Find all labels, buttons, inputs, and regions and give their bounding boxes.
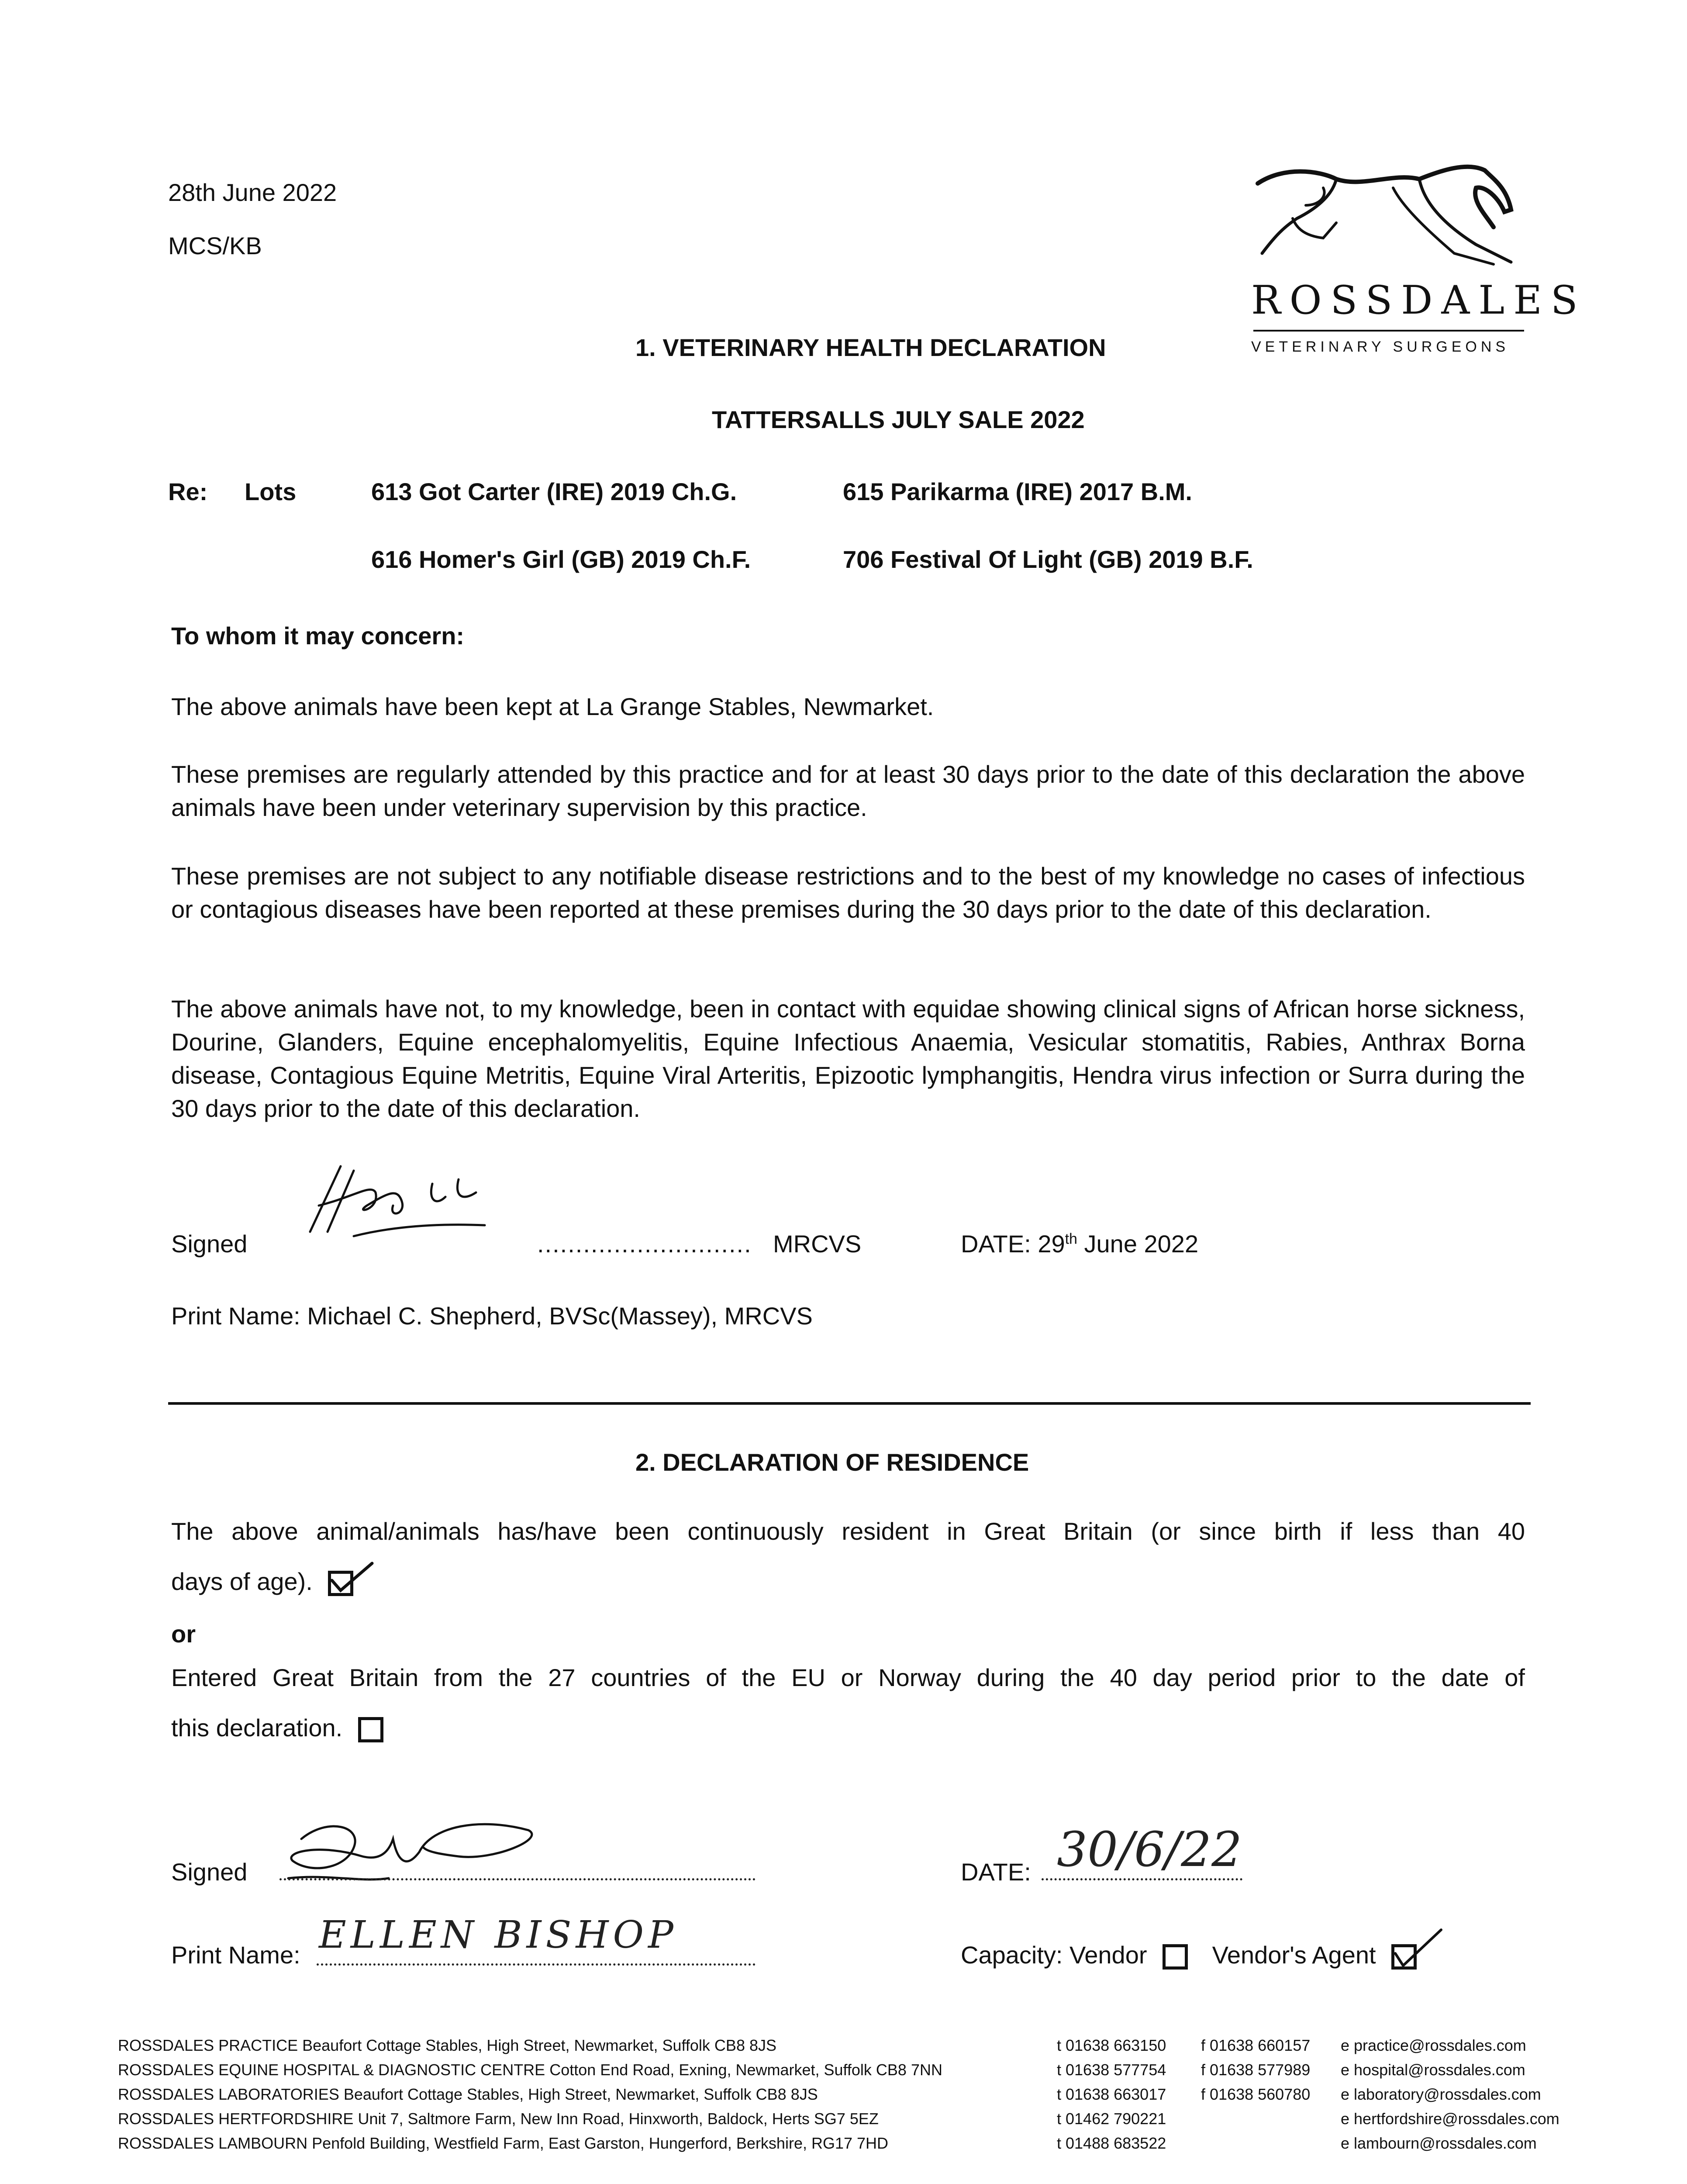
signature-dots: ............................: [537, 1230, 752, 1258]
vet-print-name: Print Name: Michael C. Shepherd, BVSc(Massey), MRCVS: [171, 1302, 813, 1330]
footer-tel: t 01638 663150: [1057, 2036, 1166, 2054]
lots-label: Lots: [245, 478, 297, 505]
footer-email: e lambourn@rossdales.com: [1341, 2134, 1537, 2152]
footer-tel: t 01638 663017: [1057, 2085, 1166, 2103]
seller-signed-label: Signed: [171, 1858, 248, 1886]
lot-item: 616 Homer's Girl (GB) 2019 Ch.F.: [371, 546, 751, 573]
or-label: or: [171, 1620, 196, 1648]
footer-row: ROSSDALES LAMBOURN Penfold Building, Westfield Farm, East Garston, Hungerford, Berkshire, RG17 7HD: [118, 2134, 889, 2152]
residence-option2-checkbox[interactable]: [358, 1717, 383, 1742]
footer-row: ROSSDALES LABORATORIES Beaufort Cottage Stables, High Street, Newmarket, Suffolk CB8 8JS: [118, 2085, 818, 2103]
footer-row: ROSSDALES PRACTICE Beaufort Cottage Stables, High Street, Newmarket, Suffolk CB8 8JS: [118, 2036, 776, 2054]
salutation: To whom it may concern:: [171, 622, 465, 650]
mrcvs-label: MRCVS: [773, 1230, 862, 1258]
rossdales-logo: [1249, 153, 1587, 371]
paragraph: These premises are not subject to any notifiable disease restrictions and to the best of my knowledge no cases of infectious or contagious diseases have been reported at these premises during the 30 days prior to the date of this declaration.: [171, 862, 1525, 923]
vet-signature-icon: [301, 1158, 498, 1245]
residence-option2-text: Entered Great Britain from the 27 countries of the EU or Norway during the 40 day period prior to the date of: [171, 1664, 1525, 1691]
horse-logo-icon: [1249, 153, 1528, 284]
seller-date-label: DATE:: [961, 1858, 1031, 1886]
section-divider: [168, 1402, 1531, 1405]
declaration-date: DATE: 29th June 2022: [961, 1230, 1199, 1258]
residence-option1-text: The above animal/animals has/have been continuously resident in Great Britain (or since birth if less than 40: [171, 1517, 1525, 1545]
seller-signature-line: [279, 1878, 756, 1880]
footer-email: e laboratory@rossdales.com: [1341, 2085, 1541, 2103]
section1-subtitle: TATTERSALLS JULY SALE 2022: [712, 406, 1085, 433]
footer-fax: f 01638 560780: [1201, 2085, 1311, 2103]
footer-row: ROSSDALES EQUINE HOSPITAL & DIAGNOSTIC CENTRE Cotton End Road, Exning, Newmarket, Suffolk CB8 7NN: [118, 2061, 942, 2079]
footer-fax: f 01638 660157: [1201, 2036, 1311, 2054]
lot-item: 706 Festival Of Light (GB) 2019 B.F.: [843, 546, 1253, 573]
logo-tagline: VETERINARY SURGEONS: [1251, 339, 1510, 355]
seller-signature-icon: [275, 1813, 537, 1900]
footer-tel: t 01638 577754: [1057, 2061, 1166, 2079]
vendor-agent-checkbox[interactable]: [1391, 1944, 1417, 1970]
seller-print-value: ELLEN BISHOP: [319, 1913, 678, 1957]
seller-date-line: [1042, 1878, 1242, 1880]
residence-option1-checkbox[interactable]: [328, 1571, 353, 1596]
footer-email: e hertfordshire@rossdales.com: [1341, 2110, 1559, 2128]
re-label: Re:: [168, 478, 208, 505]
section2-title: 2. DECLARATION OF RESIDENCE: [635, 1448, 1029, 1476]
footer-fax: f 01638 577989: [1201, 2061, 1311, 2079]
checkmark-icon: [328, 1561, 376, 1596]
footer-emails: [1341, 2033, 1559, 2156]
logo-divider: [1253, 330, 1524, 332]
seller-print-line: [317, 1963, 756, 1966]
residence-option1-line2: days of age).: [171, 1566, 353, 1598]
paragraph: These premises are regularly attended by this practice and for at least 30 days prior to the date of this declaration the above animals have been under veterinary supervision by this practice.: [171, 760, 1525, 821]
footer-email: e practice@rossdales.com: [1341, 2036, 1526, 2054]
signed-label: Signed: [171, 1230, 248, 1258]
footer-tel: t 01462 790221: [1057, 2110, 1166, 2128]
capacity-row: Capacity: Vendor Vendor's Agent: [961, 1939, 1417, 1971]
footer-tel: t 01488 683522: [1057, 2134, 1166, 2152]
letter-reference: MCS/KB: [168, 232, 262, 259]
lot-item: 613 Got Carter (IRE) 2019 Ch.G.: [371, 478, 737, 505]
paragraph: The above animals have been kept at La Grange Stables, Newmarket.: [171, 693, 934, 720]
letter-date: 28th June 2022: [168, 179, 337, 206]
vendor-checkbox[interactable]: [1163, 1944, 1188, 1970]
footer-row: ROSSDALES HERTFORDSHIRE Unit 7, Saltmore Farm, New Inn Road, Hinxworth, Baldock, Herts SG7 5EZ: [118, 2110, 879, 2128]
seller-print-label: Print Name:: [171, 1941, 300, 1969]
residence-option2-line2: this declaration.: [171, 1712, 383, 1744]
lot-item: 615 Parikarma (IRE) 2017 B.M.: [843, 478, 1192, 505]
checkmark-icon: [1391, 1926, 1443, 1970]
footer-addresses: [118, 2033, 942, 2156]
section1-title: 1. VETERINARY HEALTH DECLARATION: [635, 334, 1106, 361]
footer-email: e hospital@rossdales.com: [1341, 2061, 1525, 2079]
footer-phones: [1057, 2033, 1166, 2156]
seller-date-value: 30/6/22: [1057, 1821, 1242, 1877]
logo-name: ROSSDALES: [1251, 277, 1587, 323]
paragraph: The above animals have not, to my knowledge, been in contact with equidae showing clinical signs of African horse sickness, Dourine, Glanders, Equine encephalomyelitis, Equine Infectious Anaemia, Vesicular stomatitis, Rabies, Anthrax Borna disease, Contagious Equine Metritis, Equine Viral Arteritis, Epizootic lymphangitis, Hendra virus infection or Surra during the 30 days prior to the date of this declaration.: [171, 995, 1525, 1122]
footer-faxes: [1201, 2033, 1310, 2107]
